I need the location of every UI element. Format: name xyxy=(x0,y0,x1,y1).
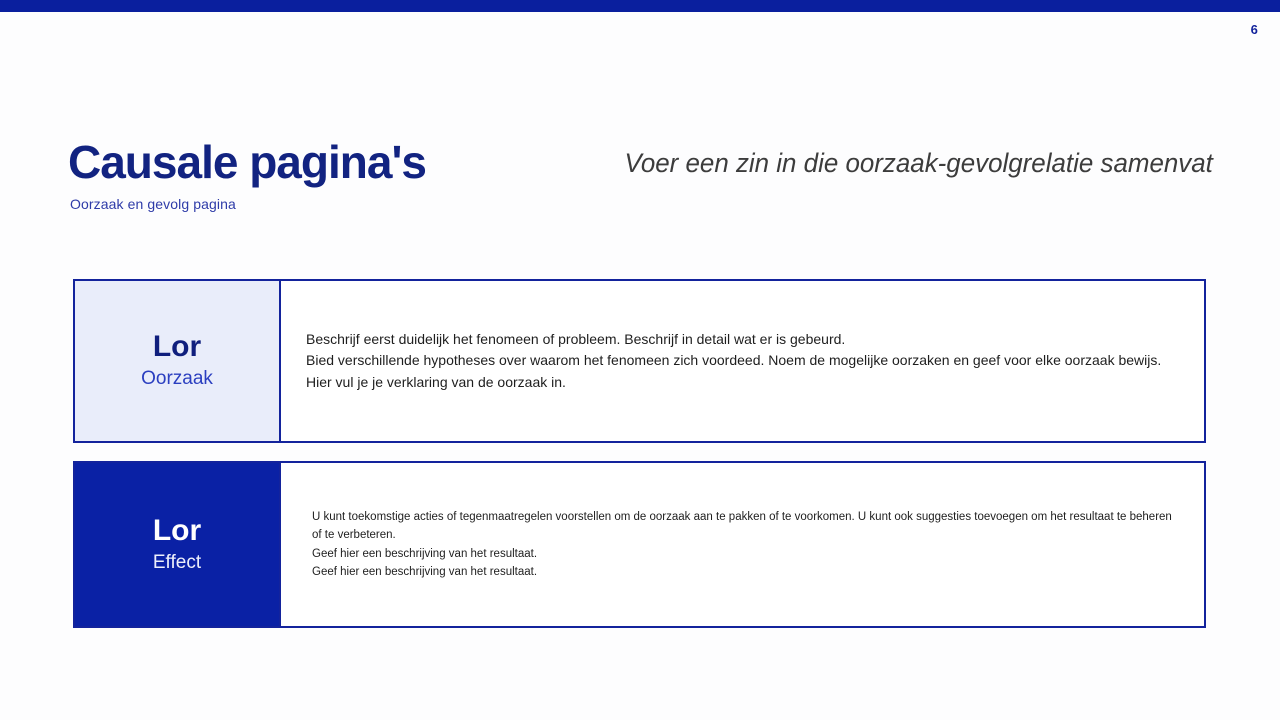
headline-prompt: Voer een zin in die oorzaak-gevolgrelatie samenvat xyxy=(624,148,1213,178)
page-title: Causale pagina's xyxy=(68,136,426,188)
cause-card xyxy=(73,279,1206,443)
cause-card-body-line: Bied verschillende hypotheses over waarom het fenomeen zich voordeed. Noem de mogelijke oorzaken en geef voor elke oorzaak bewijs. xyxy=(306,352,1162,369)
effect-card-label-main: Lor xyxy=(152,513,202,547)
cause-card-label-sub: Oorzaak xyxy=(141,368,213,390)
effect-card xyxy=(73,461,1206,628)
cause-card-label-main: Lor xyxy=(152,330,202,364)
page-number: 6 xyxy=(1250,22,1258,37)
cause-card-body-line: Beschrijf eerst duidelijk het fenomeen of probleem. Beschrijf in detail wat er is gebeurd. xyxy=(306,330,846,347)
effect-card-body-line: Geef hier een beschrijving van het resultaat. xyxy=(312,566,538,578)
effect-card-body xyxy=(281,463,1204,626)
effect-card-body-line: Geef hier een beschrijving van het resultaat. xyxy=(312,547,538,560)
cause-card-body-line: Hier vul je je verklaring van de oorzaak in. xyxy=(306,373,566,390)
page-subtitle: Oorzaak en gevolg pagina xyxy=(70,196,236,213)
effect-card-label-panel xyxy=(75,463,281,626)
cause-card-label-panel xyxy=(75,281,281,441)
effect-card-label-sub: Effect xyxy=(152,551,202,573)
effect-card-body-line: U kunt toekomstige acties of tegenmaatregelen voorstellen om de oorzaak aan te pakken of te voorkomen. U kunt ook suggesties toevoegen om het resultaat te beheren of te verbeteren. xyxy=(312,510,1172,541)
top-accent-bar xyxy=(0,0,1280,12)
title-column xyxy=(68,138,426,212)
cause-card-body xyxy=(281,281,1204,441)
slide-header xyxy=(68,138,1213,228)
